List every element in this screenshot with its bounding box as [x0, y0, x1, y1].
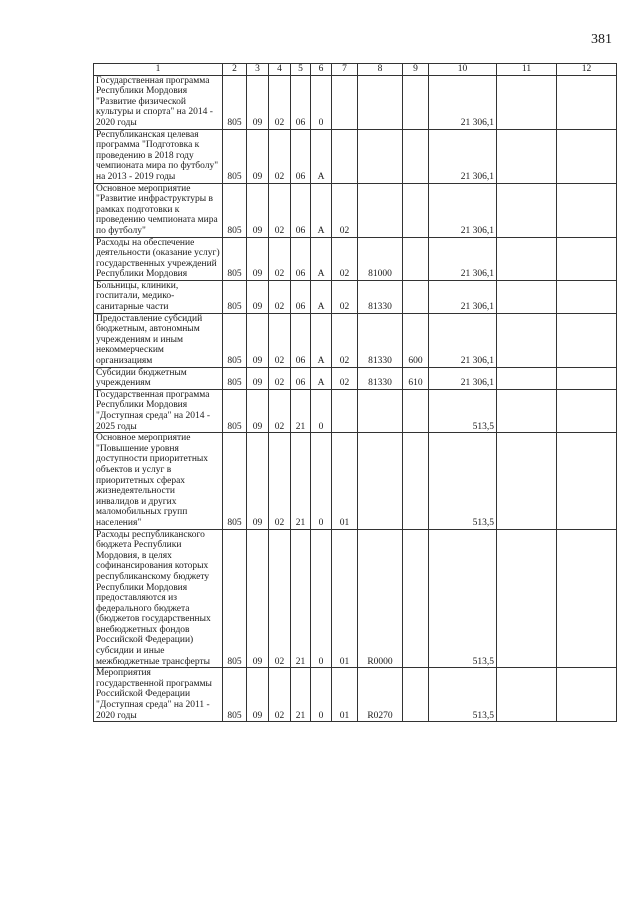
code-expense-type [403, 129, 429, 183]
code-subsection: 02 [269, 668, 291, 722]
empty-cell [497, 129, 557, 183]
code-expense-type [403, 668, 429, 722]
row-name: Больницы, клиники, госпитали, медико-санитарные части [94, 280, 223, 313]
code-ministry: 805 [223, 529, 247, 668]
row-name: Основное мероприятие "Повышение уровня доступности приоритетных объектов и услуг в приоритетных сферах жизнедеятельности инвалидов и других маломобильных групп населения" [94, 433, 223, 529]
empty-cell [557, 183, 617, 237]
column-header: 4 [269, 64, 291, 76]
code-direction: 81330 [358, 280, 403, 313]
amount-cell: 513,5 [429, 433, 497, 529]
code-direction: 81330 [358, 367, 403, 389]
table-row [94, 313, 617, 367]
code-expense-type [403, 529, 429, 668]
code-activity: 02 [332, 367, 358, 389]
code-subsection: 02 [269, 183, 291, 237]
code-section: 09 [247, 237, 269, 280]
code-program: 06 [291, 280, 311, 313]
empty-cell [497, 313, 557, 367]
code-subsection: 02 [269, 237, 291, 280]
code-subsection: 02 [269, 529, 291, 668]
amount-cell: 21 306,1 [429, 183, 497, 237]
row-name: Расходы на обеспечение деятельности (оказание услуг) государственных учреждений Республики Мордовия [94, 237, 223, 280]
code-section: 09 [247, 529, 269, 668]
table-row [94, 367, 617, 389]
column-header: 7 [332, 64, 358, 76]
code-section: 09 [247, 313, 269, 367]
code-direction: 81000 [358, 237, 403, 280]
code-activity: 02 [332, 313, 358, 367]
amount-cell: 513,5 [429, 529, 497, 668]
code-section: 09 [247, 433, 269, 529]
code-subprogram: 0 [311, 389, 332, 432]
code-subprogram: А [311, 183, 332, 237]
code-expense-type: 610 [403, 367, 429, 389]
code-subprogram: А [311, 367, 332, 389]
code-activity [332, 75, 358, 129]
empty-cell [557, 529, 617, 668]
code-expense-type [403, 389, 429, 432]
code-expense-type [403, 183, 429, 237]
budget-table [93, 63, 617, 722]
empty-cell [557, 129, 617, 183]
column-header: 10 [429, 64, 497, 76]
amount-cell: 21 306,1 [429, 129, 497, 183]
amount-cell: 21 306,1 [429, 75, 497, 129]
code-activity: 01 [332, 668, 358, 722]
code-direction: R0000 [358, 529, 403, 668]
code-activity: 01 [332, 529, 358, 668]
code-subsection: 02 [269, 280, 291, 313]
code-subsection: 02 [269, 433, 291, 529]
table-row [94, 389, 617, 432]
code-subsection: 02 [269, 129, 291, 183]
row-name: Основное мероприятие "Развитие инфраструктуры в рамках подготовки к проведению чемпионата мира по футболу" [94, 183, 223, 237]
code-direction [358, 75, 403, 129]
code-activity [332, 389, 358, 432]
amount-cell: 513,5 [429, 668, 497, 722]
empty-cell [557, 389, 617, 432]
code-program: 06 [291, 367, 311, 389]
code-ministry: 805 [223, 433, 247, 529]
code-section: 09 [247, 75, 269, 129]
code-subprogram: 0 [311, 529, 332, 668]
code-expense-type [403, 433, 429, 529]
code-program: 21 [291, 389, 311, 432]
empty-cell [557, 367, 617, 389]
code-program: 21 [291, 529, 311, 668]
code-ministry: 805 [223, 129, 247, 183]
row-name: Государственная программа Республики Мордовия "Развитие физической культуры и спорта" на 2014 - 2020 годы [94, 75, 223, 129]
table-row [94, 529, 617, 668]
amount-cell: 21 306,1 [429, 367, 497, 389]
code-ministry: 805 [223, 668, 247, 722]
code-subsection: 02 [269, 389, 291, 432]
amount-cell: 513,5 [429, 389, 497, 432]
row-name: Государственная программа Республики Мордовия "Доступная среда" на 2014 - 2025 годы [94, 389, 223, 432]
code-ministry: 805 [223, 280, 247, 313]
code-ministry: 805 [223, 183, 247, 237]
table-row [94, 75, 617, 129]
column-header: 12 [557, 64, 617, 76]
code-activity: 02 [332, 183, 358, 237]
code-activity: 02 [332, 237, 358, 280]
code-section: 09 [247, 280, 269, 313]
code-activity: 01 [332, 433, 358, 529]
table-row [94, 237, 617, 280]
code-direction [358, 433, 403, 529]
empty-cell [497, 280, 557, 313]
column-header: 3 [247, 64, 269, 76]
code-program: 06 [291, 129, 311, 183]
code-expense-type [403, 280, 429, 313]
code-section: 09 [247, 668, 269, 722]
code-expense-type [403, 237, 429, 280]
code-program: 06 [291, 183, 311, 237]
code-activity [332, 129, 358, 183]
column-header: 2 [223, 64, 247, 76]
code-subprogram: А [311, 313, 332, 367]
empty-cell [497, 75, 557, 129]
code-subprogram: А [311, 129, 332, 183]
code-direction: R0270 [358, 668, 403, 722]
empty-cell [497, 183, 557, 237]
empty-cell [497, 237, 557, 280]
code-section: 09 [247, 183, 269, 237]
code-activity: 02 [332, 280, 358, 313]
table-row [94, 280, 617, 313]
table-row [94, 433, 617, 529]
code-ministry: 805 [223, 389, 247, 432]
empty-cell [497, 389, 557, 432]
empty-cell [557, 433, 617, 529]
code-program: 06 [291, 313, 311, 367]
empty-cell [557, 280, 617, 313]
column-header: 6 [311, 64, 332, 76]
column-header: 11 [497, 64, 557, 76]
amount-cell: 21 306,1 [429, 280, 497, 313]
code-section: 09 [247, 367, 269, 389]
code-direction: 81330 [358, 313, 403, 367]
code-program: 06 [291, 75, 311, 129]
code-subprogram: 0 [311, 668, 332, 722]
row-name: Расходы республиканского бюджета Республики Мордовия, в целях софинансирования которых республиканскому бюджету Республики Мордовия предоставляются из федерального бюджета (бюджетов государственных внебюджетных фондов Российской Федерации) субсидии и иные межбюджетные трансферты [94, 529, 223, 668]
code-direction [358, 389, 403, 432]
empty-cell [557, 313, 617, 367]
header-row [94, 64, 617, 76]
code-program: 21 [291, 433, 311, 529]
row-name: Субсидии бюджетным учреждениям [94, 367, 223, 389]
row-name: Предоставление субсидий бюджетным, автономным учреждениям и иным некоммерческим организациям [94, 313, 223, 367]
amount-cell: 21 306,1 [429, 313, 497, 367]
column-header: 5 [291, 64, 311, 76]
row-name: Республиканская целевая программа "Подготовка к проведению в 2018 году чемпионата мира по футболу" на 2013 - 2019 годы [94, 129, 223, 183]
column-header: 9 [403, 64, 429, 76]
code-program: 21 [291, 668, 311, 722]
column-header: 1 [94, 64, 223, 76]
code-ministry: 805 [223, 237, 247, 280]
code-section: 09 [247, 389, 269, 432]
table-row [94, 668, 617, 722]
code-expense-type [403, 75, 429, 129]
empty-cell [497, 668, 557, 722]
code-subsection: 02 [269, 313, 291, 367]
amount-cell: 21 306,1 [429, 237, 497, 280]
code-ministry: 805 [223, 367, 247, 389]
code-subprogram: А [311, 237, 332, 280]
code-direction [358, 183, 403, 237]
code-expense-type: 600 [403, 313, 429, 367]
empty-cell [497, 433, 557, 529]
empty-cell [557, 668, 617, 722]
code-ministry: 805 [223, 313, 247, 367]
code-ministry: 805 [223, 75, 247, 129]
code-section: 09 [247, 129, 269, 183]
code-direction [358, 129, 403, 183]
empty-cell [557, 237, 617, 280]
row-name: Мероприятия государственной программы Российской Федерации "Доступная среда" на 2011 - 2020 годы [94, 668, 223, 722]
empty-cell [557, 75, 617, 129]
code-subprogram: А [311, 280, 332, 313]
page-number: 381 [591, 32, 612, 47]
empty-cell [497, 529, 557, 668]
table-row [94, 129, 617, 183]
code-subprogram: 0 [311, 433, 332, 529]
code-subsection: 02 [269, 367, 291, 389]
code-subprogram: 0 [311, 75, 332, 129]
table-row [94, 183, 617, 237]
code-subsection: 02 [269, 75, 291, 129]
empty-cell [497, 367, 557, 389]
column-header: 8 [358, 64, 403, 76]
code-program: 06 [291, 237, 311, 280]
